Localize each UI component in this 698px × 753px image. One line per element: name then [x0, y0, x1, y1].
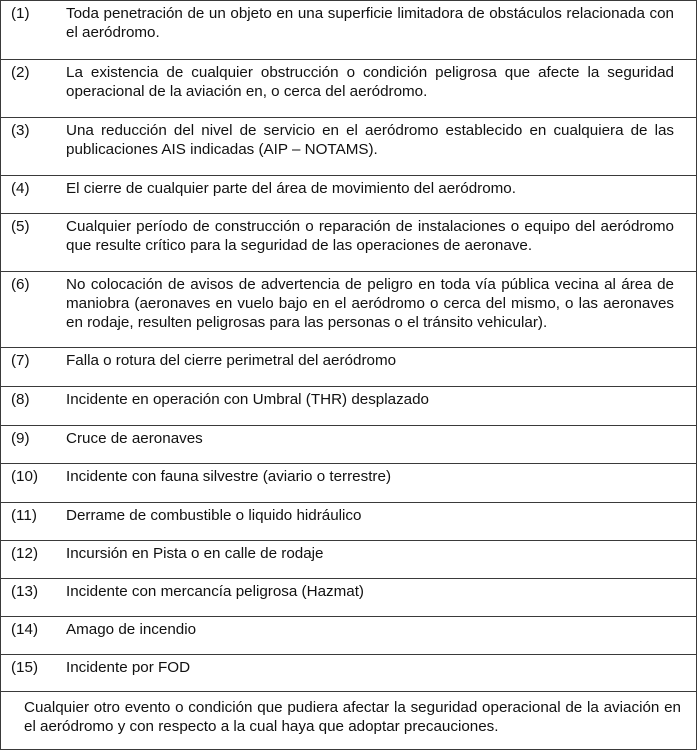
table-row	[1, 118, 697, 176]
item-text: Incidente por FOD	[66, 659, 191, 676]
item-number: (15)	[11, 659, 39, 676]
table-row	[1, 655, 697, 692]
item-text: Cruce de aeronaves	[66, 430, 203, 447]
table-cell	[1, 503, 697, 541]
table-row	[1, 176, 697, 214]
table-row	[1, 692, 697, 750]
table-row	[1, 579, 697, 617]
table-row	[1, 503, 697, 541]
table-cell	[1, 1, 697, 60]
item-text: Cualquier período de construcción o reparación de instalaciones o equipo del aeródromo que resulte crítico para la seguridad de las operaciones de aeronave.	[66, 218, 674, 254]
table-cell	[1, 579, 697, 617]
item-text: La existencia de cualquier obstrucción o condición peligrosa que afecte la seguridad operacional de la aviación en, o cerca del aeródromo.	[66, 64, 674, 100]
item-number: (6)	[11, 276, 30, 293]
item-number: (14)	[11, 621, 39, 638]
table-row	[1, 426, 697, 464]
table-row	[1, 464, 697, 503]
item-number: (12)	[11, 545, 39, 562]
item-number: (8)	[11, 391, 30, 408]
item-text: Incidente con fauna silvestre (aviario o terrestre)	[66, 468, 391, 485]
table-row	[1, 617, 697, 655]
item-number: (1)	[11, 5, 30, 22]
table-row	[1, 214, 697, 272]
item-text: El cierre de cualquier parte del área de movimiento del aeródromo.	[66, 180, 516, 197]
table-cell	[1, 541, 697, 579]
item-number: (3)	[11, 122, 30, 139]
item-number: (9)	[11, 430, 30, 447]
table-cell	[1, 348, 697, 387]
table-row	[1, 387, 697, 426]
table-cell	[1, 464, 697, 503]
item-number: (4)	[11, 180, 30, 197]
item-text: Amago de incendio	[66, 621, 197, 638]
table-cell	[1, 655, 697, 692]
table-row	[1, 541, 697, 579]
table-cell	[1, 387, 697, 426]
item-text: Incursión en Pista o en calle de rodaje	[66, 545, 324, 562]
table-row	[1, 348, 697, 387]
item-number: (7)	[11, 352, 30, 369]
table-row	[1, 272, 697, 348]
table-row	[1, 60, 697, 118]
item-text: Una reducción del nivel de servicio en el aeródromo establecido en cualquiera de las publicaciones AIS indicadas (AIP – NOTAMS).	[66, 122, 674, 158]
item-text: Toda penetración de un objeto en una superficie limitadora de obstáculos relacionada con el aeródromo.	[66, 5, 674, 41]
item-number: (5)	[11, 218, 30, 235]
table-cell	[1, 214, 697, 272]
table-cell	[1, 617, 697, 655]
footer-text: Cualquier otro evento o condición que pudiera afectar la seguridad operacional de la aviación en el aeródromo y con respecto a la cual haya que adoptar precauciones.	[1, 692, 697, 750]
item-number: (10)	[11, 468, 39, 485]
item-number: (13)	[11, 583, 39, 600]
item-text: No colocación de avisos de advertencia de peligro en toda vía pública vecina al área de maniobra (aeronaves en vuelo bajo en el aeródromo o cerca del mismo, o las aeronaves en rodaje, resulten peligrosas para las personas o el tránsito vehicular).	[66, 276, 674, 331]
item-text: Falla o rotura del cierre perimetral del aeródromo	[66, 352, 397, 369]
item-text: Incidente con mercancía peligrosa (Hazmat)	[66, 583, 364, 600]
table-cell	[1, 176, 697, 214]
table-cell	[1, 118, 697, 176]
item-text: Derrame de combustible o liquido hidráulico	[66, 507, 362, 524]
table-cell	[1, 426, 697, 464]
table-row	[1, 1, 697, 60]
table-cell	[1, 272, 697, 348]
table-cell	[1, 60, 697, 118]
item-number: (2)	[11, 64, 30, 81]
item-number: (11)	[11, 507, 37, 524]
item-text: Incidente en operación con Umbral (THR) desplazado	[66, 391, 430, 408]
